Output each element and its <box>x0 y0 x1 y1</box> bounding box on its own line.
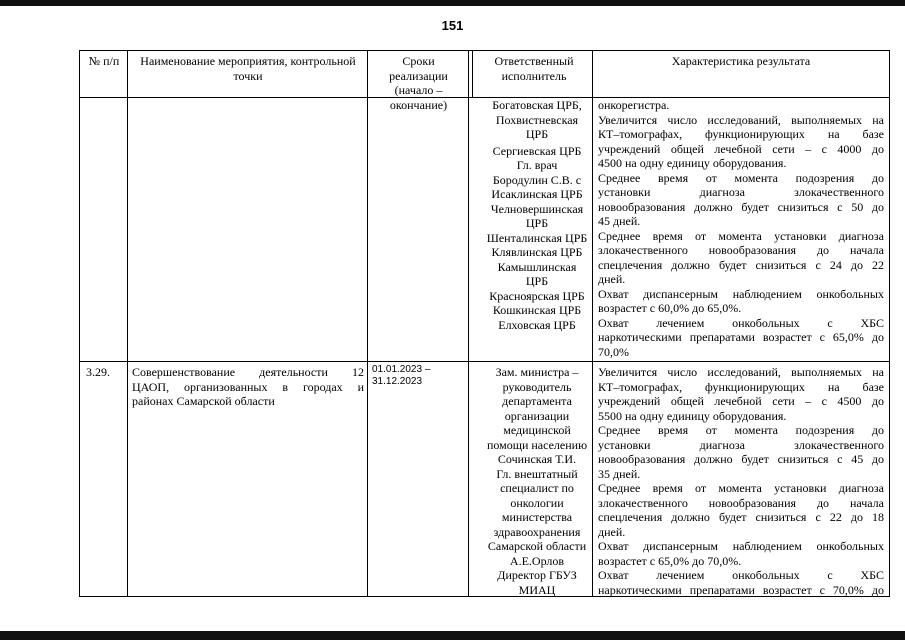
header-name: Наименование мероприятия, контрольной точки <box>140 54 356 83</box>
responsible-line: Сочинская Т.И. <box>497 452 577 466</box>
responsible-cell <box>476 98 598 332</box>
column-divider-no <box>127 51 128 596</box>
result-cell <box>598 365 884 597</box>
result-line: спецлечения должно будет снизиться с 24 до 22 <box>598 257 884 272</box>
responsible-line: Елховская ЦРБ <box>498 317 576 332</box>
result-line: новообразования должно будет снизиться с 45 до <box>598 452 884 466</box>
result-line: дней. <box>598 524 626 539</box>
result-line: установки диагноза злокачественного <box>598 185 884 199</box>
responsible-line: департамента <box>502 394 572 408</box>
result-line: учреждений общей лечебной сети – с 4500 до <box>598 394 884 408</box>
responsible-line: министерства <box>501 510 573 524</box>
responsible-line: руководитель <box>502 379 572 394</box>
events-table <box>79 50 890 597</box>
result-line: наркотическими препаратами возрастет с 70,0% до <box>598 582 884 597</box>
responsible-line: здравоохранения <box>493 524 581 539</box>
result-line: возрастет с 60,0% до 65,0%. <box>598 301 742 315</box>
responsible-line: Директор ГБУЗ <box>497 568 577 582</box>
responsible-line: Гл. врач <box>516 158 558 172</box>
term-end: 31.12.2023 <box>372 376 423 387</box>
result-line: онкорегистра. <box>598 98 670 112</box>
responsible-line: медицинской <box>503 423 571 437</box>
result-line: возрастет с 65,0% до 70,0%. <box>598 553 742 568</box>
responsible-line: А.Е.Орлов <box>509 553 565 568</box>
responsible-line: специалист по <box>500 481 574 495</box>
responsible-line: ЦРБ <box>525 127 549 141</box>
column-divider-term <box>468 51 469 596</box>
responsible-line: Зам. министра – <box>495 365 579 379</box>
responsible-line: онкологии <box>510 495 564 510</box>
result-line: Среднее время от момента установки диагноза <box>598 228 884 243</box>
responsible-line: Сергиевская ЦРБ <box>492 143 582 158</box>
result-line: 45 дней. <box>598 214 641 228</box>
page-number: 151 <box>441 18 464 33</box>
responsible-cell <box>476 365 598 597</box>
responsible-line: Шенталинская ЦРБ <box>486 230 588 245</box>
term-start: 01.01.2023 – <box>372 364 431 375</box>
responsible-line: МИАЦ <box>518 582 556 597</box>
responsible-line: Богатовская ЦРБ, <box>492 98 582 112</box>
result-line: Охват лечением онкобольных с ХБС <box>598 568 884 582</box>
event-name-cell <box>132 365 364 409</box>
result-line: спецлечения должно будет снизиться с 22 до 18 <box>598 510 884 524</box>
result-line: установки диагноза злокачественного <box>598 437 884 452</box>
result-line: новообразования должно будет снизиться с 50 до <box>598 199 884 214</box>
responsible-line: Челновершинская <box>490 201 584 216</box>
result-line: злокачественного новообразования до начала <box>598 243 884 257</box>
event-name-line: ЦАОП, организованных в городах и <box>132 379 364 394</box>
result-line: Увеличится число исследований, выполняемых на <box>598 112 884 127</box>
result-line: дней. <box>598 272 626 286</box>
responsible-line: Красноярская ЦРБ <box>489 288 585 303</box>
result-line: КТ–томографах, функционирующих на базе <box>598 127 884 141</box>
responsible-line: Кошкинская ЦРБ <box>492 303 582 317</box>
responsible-line: Исаклинская ЦРБ <box>491 187 583 201</box>
result-line: КТ–томографах, функционирующих на базе <box>598 379 884 394</box>
result-line: Охват диспансерным наблюдением онкобольных <box>598 286 884 301</box>
responsible-line: Бородулин С.В. с <box>492 172 582 187</box>
row-divider <box>80 361 889 362</box>
responsible-line: помощи населению <box>486 437 588 452</box>
result-line: Среднее время от момента подозрения до <box>598 170 884 185</box>
responsible-line: организации <box>504 408 570 423</box>
result-line: Охват диспансерным наблюдением онкобольных <box>598 539 884 553</box>
responsible-line: Похвистневская <box>495 112 579 127</box>
result-line: наркотическими препаратами возрастет с 65,0% до <box>598 330 884 344</box>
event-name-line: районах Самарской области <box>132 394 275 408</box>
responsible-line: ЦРБ <box>525 216 549 230</box>
event-name-line: Совершенствование деятельности 12 <box>132 365 364 379</box>
header-responsible: Ответственный исполнитель <box>494 54 574 83</box>
result-line: 35 дней. <box>598 466 641 481</box>
header-term: Сроки реализации (начало – окончание) <box>389 54 448 112</box>
result-line: Охват лечением онкобольных с ХБС <box>598 315 884 330</box>
result-line: учреждений общей лечебной сети – с 4000 до <box>598 141 884 156</box>
responsible-line: Клявлинская ЦРБ <box>491 245 583 259</box>
result-line: 4500 на одну единицу оборудования. <box>598 156 787 170</box>
result-line: Среднее время от момента установки диагноза <box>598 481 884 495</box>
result-line: Среднее время от момента подозрения до <box>598 423 884 437</box>
responsible-line: Гл. внештатный <box>496 466 578 481</box>
result-line: 70,0% <box>598 344 629 359</box>
header-no: № п/п <box>88 54 120 68</box>
column-divider-term-double <box>472 51 473 98</box>
result-line: 5500 на одну единицу оборудования. <box>598 408 787 423</box>
header-result: Характеристика результата <box>671 54 811 68</box>
top-edge-bar <box>0 0 905 6</box>
result-line: Увеличится число исследований, выполняемых на <box>598 365 884 379</box>
responsible-line: ЦРБ <box>525 274 549 288</box>
result-line: злокачественного новообразования до начала <box>598 495 884 510</box>
responsible-line: Самарской области <box>487 539 587 553</box>
responsible-line: Камышлинская <box>497 259 577 274</box>
bottom-edge-bar <box>0 631 905 640</box>
column-divider-name <box>367 51 368 596</box>
row-number: 3.29. <box>86 365 110 379</box>
result-cell <box>598 98 884 359</box>
term-cell <box>372 364 465 388</box>
